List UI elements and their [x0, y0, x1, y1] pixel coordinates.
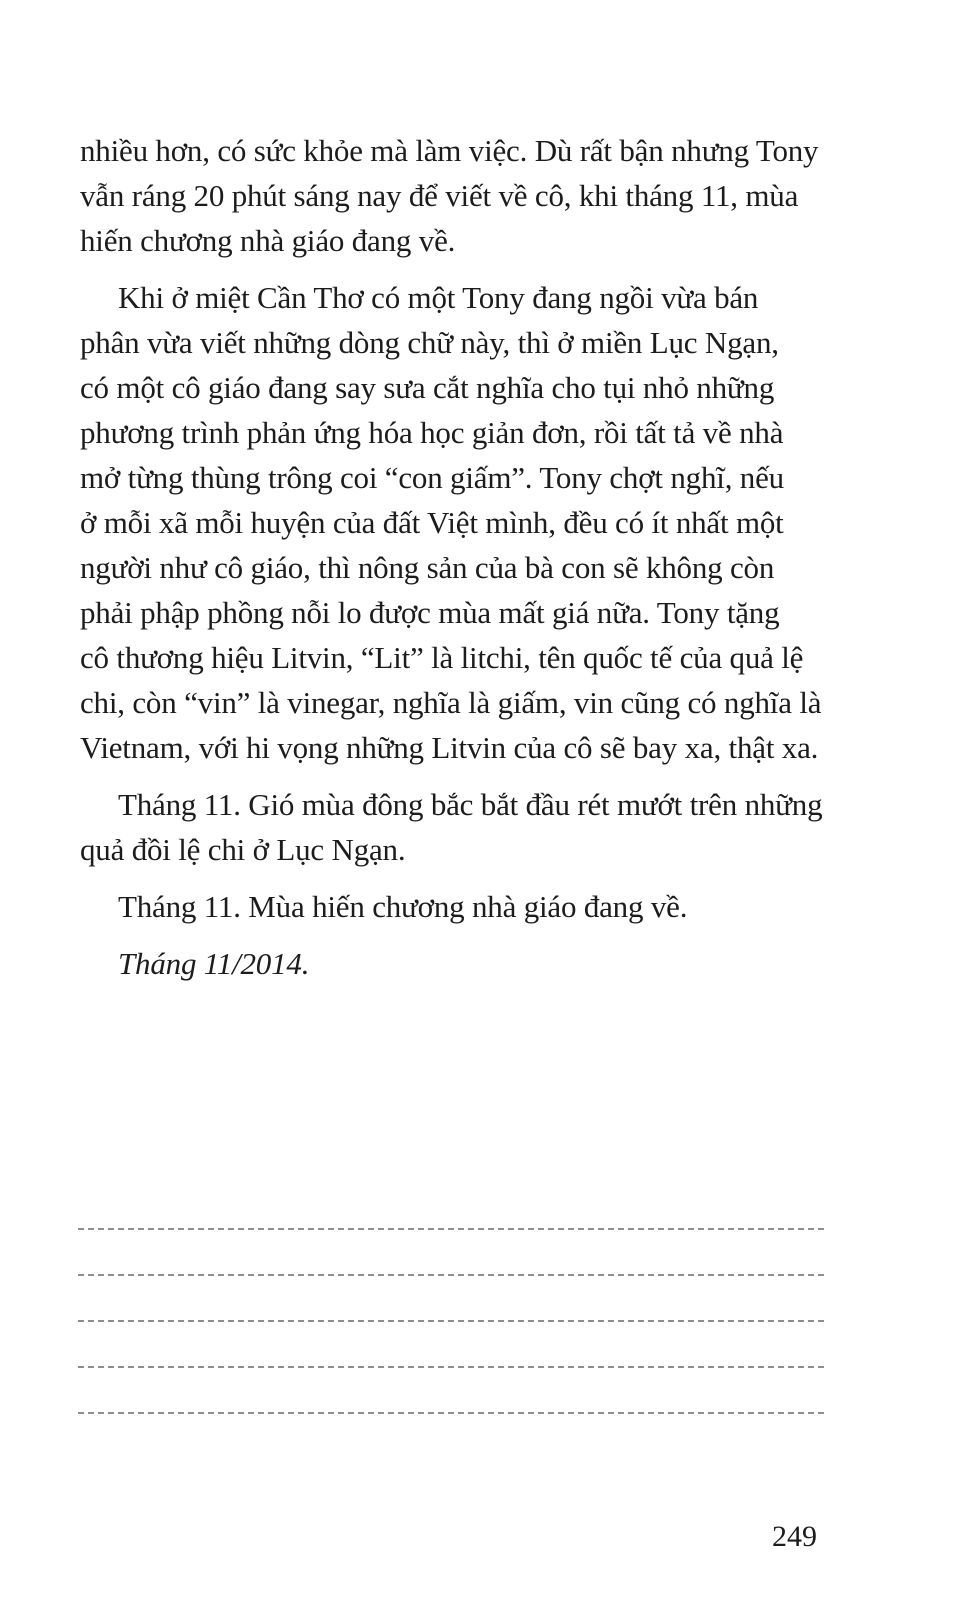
text-line: phương trình phản ứng hóa học giản đơn, rồi tất tả về nhà [80, 415, 784, 450]
note-line [78, 1228, 824, 1230]
paragraph-4: Tháng 11. Mùa hiến chương nhà giáo đang về. [118, 889, 688, 924]
paragraph-2 [80, 275, 840, 770]
text-line: vẫn ráng 20 phút sáng nay để viết về cô, khi tháng 11, mùa [80, 178, 799, 213]
note-line [78, 1412, 824, 1414]
text-line: Vietnam, với hi vọng những Litvin của cô sẽ bay xa, thật xa. [80, 730, 819, 765]
text-line: quả đồi lệ chi ở Lục Ngạn. [80, 832, 406, 867]
text-line: Khi ở miệt Cần Thơ có một Tony đang ngồi vừa bán [118, 280, 759, 315]
note-line [78, 1320, 824, 1322]
text-line: mở từng thùng trông coi “con giấm”. Tony chợt nghĩ, nếu [80, 460, 784, 495]
text-line: phân vừa viết những dòng chữ này, thì ở miền Lục Ngạn, [80, 325, 779, 360]
text-line: người như cô giáo, thì nông sản của bà con sẽ không còn [80, 550, 775, 585]
body-text [80, 128, 840, 998]
page-number: 249 [772, 1520, 817, 1553]
date-line: Tháng 11/2014. [118, 946, 310, 981]
note-line [78, 1366, 824, 1368]
note-line [78, 1274, 824, 1276]
text-line: Tháng 11. Gió mùa đông bắc bắt đầu rét mướt trên những [118, 787, 823, 822]
text-line: ở mỗi xã mỗi huyện của đất Việt mình, đều có ít nhất một [80, 505, 784, 540]
text-line: nhiều hơn, có sức khỏe mà làm việc. Dù rất bận nhưng Tony [80, 133, 819, 168]
text-line: chi, còn “vin” là vinegar, nghĩa là giấm, vin cũng có nghĩa là [80, 685, 822, 720]
text-line: phải phập phồng nỗi lo được mùa mất giá nữa. Tony tặng [80, 595, 780, 630]
text-line: có một cô giáo đang say sưa cắt nghĩa cho tụi nhỏ những [80, 370, 775, 405]
text-line: cô thương hiệu Litvin, “Lit” là litchi, tên quốc tế của quả lệ [80, 640, 804, 675]
text-line: hiến chương nhà giáo đang về. [80, 223, 456, 258]
notes-lines [78, 1228, 824, 1458]
paragraph-3 [80, 782, 840, 872]
paragraph-1 [80, 128, 840, 263]
